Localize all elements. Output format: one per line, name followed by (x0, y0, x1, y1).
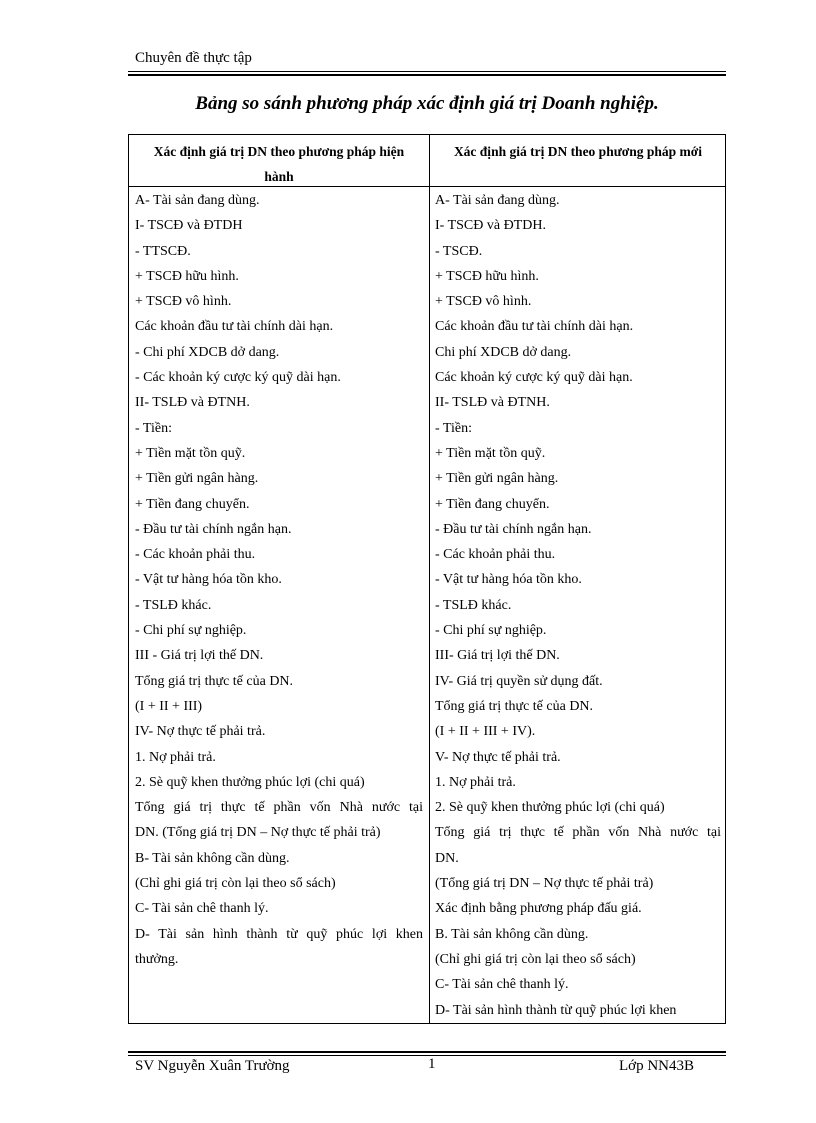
table-line: Các khoản ký cược ký quỹ dài hạn. (435, 370, 633, 386)
table-line: V- Nợ thực tế phải trả. (435, 749, 561, 765)
table-line: (Chỉ ghi giá trị còn lại theo sổ sách) (435, 951, 636, 967)
table-line: Tổng giá trị thực tế phần vốn Nhà nước tại (435, 825, 721, 841)
table-line: + Tiền gửi ngân hàng. (435, 471, 559, 487)
table-line: IV- Giá trị quyền sử dụng đất. (435, 673, 603, 689)
table-line: 2. Sè quỹ khen thưởng phúc lợi (chi quá) (135, 774, 365, 790)
table-line: Tổng giá trị thực tế của DN. (435, 698, 594, 714)
table-line: - Chi phí sự nghiệp. (135, 623, 247, 639)
table-line: + Tiền đang chuyển. (135, 496, 250, 512)
table-line: Các khoản đầu tư tài chính dài hạn. (135, 319, 334, 335)
table-line: + TSCĐ hữu hình. (135, 268, 239, 284)
table-line: Các khoản đầu tư tài chính dài hạn. (435, 319, 634, 335)
left-column-header (133, 139, 425, 189)
page-number: 1 (428, 1056, 436, 1072)
table-line: A- Tài sản đang dùng. (135, 193, 260, 208)
table-line: IV- Nợ thực tế phải trả. (135, 724, 266, 740)
table-line: - TSCĐ. (435, 243, 483, 259)
right-column-header (433, 139, 723, 164)
right-header-line-1: Xác định giá trị DN theo phương pháp mới (453, 144, 703, 159)
table-line: Tổng giá trị thực tế phần vốn Nhà nước tại (135, 800, 423, 816)
table-line: 2. Sè quỹ khen thưởng phúc lợi (chi quá) (435, 800, 665, 816)
footer-rule (128, 1055, 726, 1056)
left-header-line-2: hành (264, 169, 294, 184)
table-line: D- Tài sản hình thành từ quỹ phúc lợi khen (135, 926, 423, 942)
table-line: + TSCĐ hữu hình. (435, 268, 539, 284)
table-line: B- Tài sản không cần dùng. (135, 850, 290, 866)
table-line: I- TSCĐ và ĐTDH (135, 218, 243, 234)
new-method-column (435, 188, 721, 1023)
table-line: C- Tài sản chê thanh lý. (135, 901, 269, 917)
header-rule (128, 71, 726, 72)
page-header: Chuyên đề thực tập (135, 50, 252, 66)
table-line: - Vật tư hàng hóa tồn kho. (435, 572, 582, 588)
table-line: D- Tài sản hình thành từ quỹ phúc lợi khen (435, 1002, 677, 1018)
table-line: - Tiền: (435, 420, 472, 436)
table-line: (Tổng giá trị DN – Nợ thực tế phải trả) (435, 876, 654, 892)
table-line: (Chỉ ghi giá trị còn lại theo sổ sách) (135, 876, 336, 892)
table-line: - Các khoản ký cược ký quỹ dài hạn. (135, 370, 341, 386)
table-line: - TSLĐ khác. (135, 597, 212, 613)
table-line: 1. Nợ phải trả. (435, 774, 516, 790)
table-line: - Các khoản phải thu. (435, 547, 556, 563)
table-line: Chi phí XDCB dở dang. (435, 344, 572, 360)
table-line: (I + II + III) (135, 698, 203, 714)
table-line: DN. (435, 850, 459, 866)
table-line: - Chi phí sự nghiệp. (435, 623, 547, 639)
table-line: + Tiền gửi ngân hàng. (135, 471, 259, 487)
table-line: - Các khoản phải thu. (135, 547, 256, 563)
table-line: 1. Nợ phải trả. (135, 749, 216, 765)
table-line: DN. (Tổng giá trị DN – Nợ thực tế phải trả) (135, 825, 381, 841)
table-line: C- Tài sản chê thanh lý. (435, 977, 569, 993)
left-header-line-1: Xác định giá trị DN theo phương pháp hiện (153, 144, 405, 159)
table-line: - Đầu tư tài chính ngắn hạn. (435, 521, 592, 537)
table-line: I- TSCĐ và ĐTDH. (435, 218, 546, 234)
table-line: - Chi phí XDCB dở dang. (135, 344, 280, 360)
table-line: (I + II + III + IV). (435, 724, 536, 740)
table-line: A- Tài sản đang dùng. (435, 193, 560, 208)
table-line: + Tiền mặt tồn quỹ. (435, 445, 546, 461)
table-line: + TSCĐ vô hình. (135, 294, 232, 310)
table-line: - TTSCĐ. (135, 243, 191, 259)
document-title: Bảng so sánh phương pháp xác định giá trị Doanh nghiệp. (195, 93, 659, 114)
table-line: thưởng. (135, 951, 179, 967)
comparison-table (128, 134, 726, 1024)
column-divider (429, 135, 430, 1023)
table-line: II- TSLĐ và ĐTNH. (435, 395, 550, 411)
table-line: - TSLĐ khác. (435, 597, 512, 613)
table-line: + Tiền mặt tồn quỹ. (135, 445, 246, 461)
table-line: Xác định bằng phương pháp đấu giá. (435, 901, 642, 917)
table-line: II- TSLĐ và ĐTNH. (135, 395, 250, 411)
table-line: III- Giá trị lợi thế DN. (435, 648, 560, 664)
table-line: - Tiền: (135, 420, 172, 436)
table-line: Tổng giá trị thực tế của DN. (135, 673, 294, 689)
footer-class: Lớp NN43B (619, 1058, 695, 1074)
footer-student-name: SV Nguyễn Xuân Trường (135, 1058, 290, 1074)
current-method-column (135, 188, 423, 972)
table-line: - Đầu tư tài chính ngắn hạn. (135, 521, 292, 537)
table-line: + Tiền đang chuyển. (435, 496, 550, 512)
table-line: III - Giá trị lợi thế DN. (135, 648, 264, 664)
table-line: - Vật tư hàng hóa tồn kho. (135, 572, 282, 588)
header-rule-thick (128, 74, 726, 76)
table-line: B. Tài sản không cần dùng. (435, 926, 589, 942)
footer-rule-thick (128, 1051, 726, 1053)
table-line: + TSCĐ vô hình. (435, 294, 532, 310)
